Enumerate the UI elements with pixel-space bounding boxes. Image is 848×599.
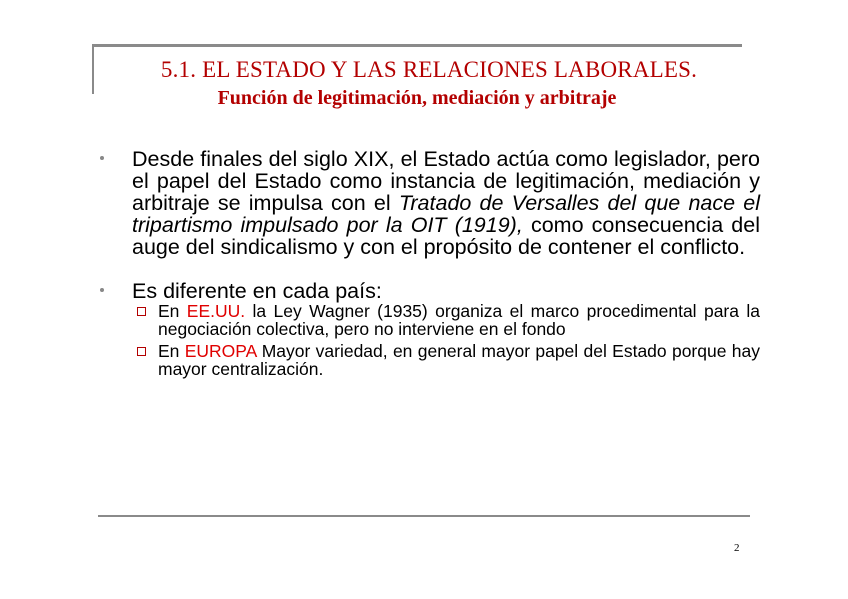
sub-bullet-prefix: En [158, 301, 187, 321]
slide-title [0, 56, 848, 112]
title-frame-top-line [92, 44, 742, 47]
slide-content [100, 148, 760, 378]
bullet-dot-icon [100, 288, 104, 292]
footer-divider [98, 515, 750, 517]
bullet-dot-icon [100, 156, 104, 160]
square-bullet-icon [137, 307, 146, 316]
slide-title-main: 5.1. EL ESTADO Y LAS RELACIONES LABORALES. [160, 57, 698, 82]
sub-bullet-rest: la Ley Wagner (1935) organiza el marco procedimental para la negociación colectiva, pero no interviene en el fondo [158, 301, 760, 339]
sub-bullet-highlight: EE.UU. [186, 301, 246, 321]
sub-bullet-prefix: En [158, 341, 185, 361]
page-number: 2 [734, 542, 740, 554]
sub-bullet-item [100, 342, 760, 378]
sub-bullet-item [100, 302, 760, 338]
bullet-text-before: Desde finales del siglo XIX, el Estado actúa como legislador, pero el papel del Estado como instancia de legitimación, mediación y arbitraje se impulsa con el [132, 147, 760, 215]
sub-bullet-highlight: EUROPA [184, 341, 257, 361]
square-bullet-icon [137, 347, 146, 356]
bullet-item [100, 148, 760, 258]
sub-bullet-rest: Mayor variedad, en general mayor papel del Estado porque hay mayor centralización. [158, 341, 760, 379]
bullet-text: Es diferente en cada país: [132, 279, 382, 303]
slide-subtitle: Función de legitimación, mediación y arbitraje [217, 87, 617, 109]
bullet-text-italic: Tratado de Versalles del que nace el tripartismo impulsado por la OIT (1919), [132, 191, 760, 237]
bullet-text-after: como consecuencia del auge del sindicalismo y con el propósito de contener el conflicto. [132, 213, 760, 259]
bullet-text [132, 148, 760, 258]
bullet-item [100, 280, 760, 302]
